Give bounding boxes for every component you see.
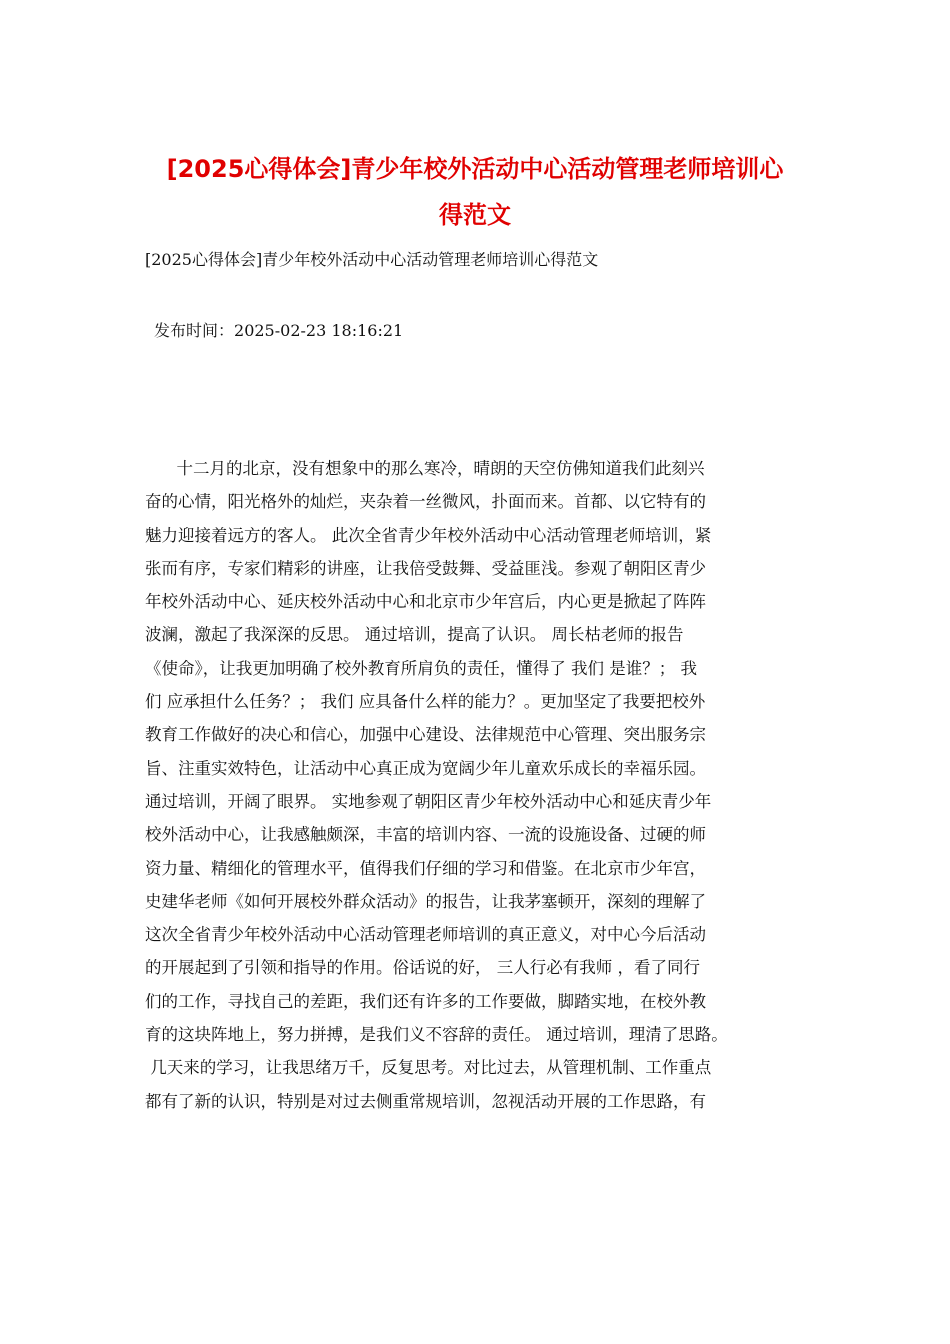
body-line: 《使命》，让我更加明确了校外教育所肩负的责任，懂得了 我们 是谁？； 我	[145, 658, 697, 678]
publish-time: 2025-02-23 18:16:21	[234, 321, 404, 340]
body-line: 张而有序，专家们精彩的讲座，让我倍受鼓舞、受益匪浅。参观了朝阳区青少	[145, 558, 706, 578]
body-text	[145, 456, 825, 1122]
body-line: 这次全省青少年校外活动中心活动管理老师培训的真正意义，对中心今后活动	[145, 925, 706, 945]
body-line: 奋的心情，阳光格外的灿烂，夹杂着一丝微风，扑面而来。首都、以它特有的	[145, 492, 706, 512]
body-line: 都有了新的认识，特别是对过去侧重常规培训，忽视活动开展的工作思路，有	[145, 1091, 706, 1111]
title-line: [2025心得体会]青少年校外活动中心活动管理老师培训心	[166, 155, 784, 183]
document-subtitle: [2025心得体会]青少年校外活动中心活动管理老师培训心得范文	[145, 250, 599, 269]
publish-info	[154, 318, 403, 344]
body-line: 几天来的学习，让我思绪万千，反复思考。对比过去，从管理机制、工作重点	[145, 1058, 712, 1078]
body-line: 史建华老师《如何开展校外群众活动》的报告，让我茅塞顿开，深刻的理解了	[145, 891, 706, 911]
body-line: 们的工作，寻找自己的差距，我们还有许多的工作要做，脚踏实地，在校外教	[145, 991, 706, 1011]
body-line: 年校外活动中心、延庆校外活动中心和北京市少年宫后，内心更是掀起了阵阵	[145, 592, 706, 612]
body-line: 校外活动中心，让我感触颇深，丰富的培训内容、一流的设施设备、过硬的师	[145, 825, 706, 845]
body-line: 资力量、精细化的管理水平，值得我们仔细的学习和借鉴。在北京市少年宫，	[145, 858, 706, 878]
publish-label: 发布时间：	[154, 321, 235, 340]
body-line: 波澜，激起了我深深的反思。 通过培训，提高了认识。 周长枯老师的报告	[145, 625, 684, 645]
body-line: 的开展起到了引领和指导的作用。俗话说的好， 三人行必有我师 ，看了同行	[145, 958, 700, 978]
body-line: 十二月的北京，没有想象中的那么寒冷，晴朗的天空仿佛知道我们此刻兴	[145, 459, 705, 478]
body-line: 们 应承担什么任务？； 我们 应具备什么样的能力？。更加坚定了我要把校外	[145, 692, 706, 712]
body-line: 通过培训，开阔了眼界。 实地参观了朝阳区青少年校外活动中心和延庆青少年	[145, 791, 712, 811]
title-line: 得范文	[439, 201, 511, 229]
body-line: 旨、注重实效特色，让活动中心真正成为宽阔少年儿童欢乐成长的幸福乐园。	[145, 758, 706, 778]
body-line: 教育工作做好的决心和信心，加强中心建设、法律规范中心管理、突出服务宗	[145, 725, 706, 745]
body-line: 育的这块阵地上，努力拼搏，是我们义不容辞的责任。 通过培训，理清了思路。	[145, 1025, 728, 1045]
document-title	[140, 146, 810, 238]
body-line: 魅力迎接着远方的客人。 此次全省青少年校外活动中心活动管理老师培训，紧	[145, 525, 712, 545]
